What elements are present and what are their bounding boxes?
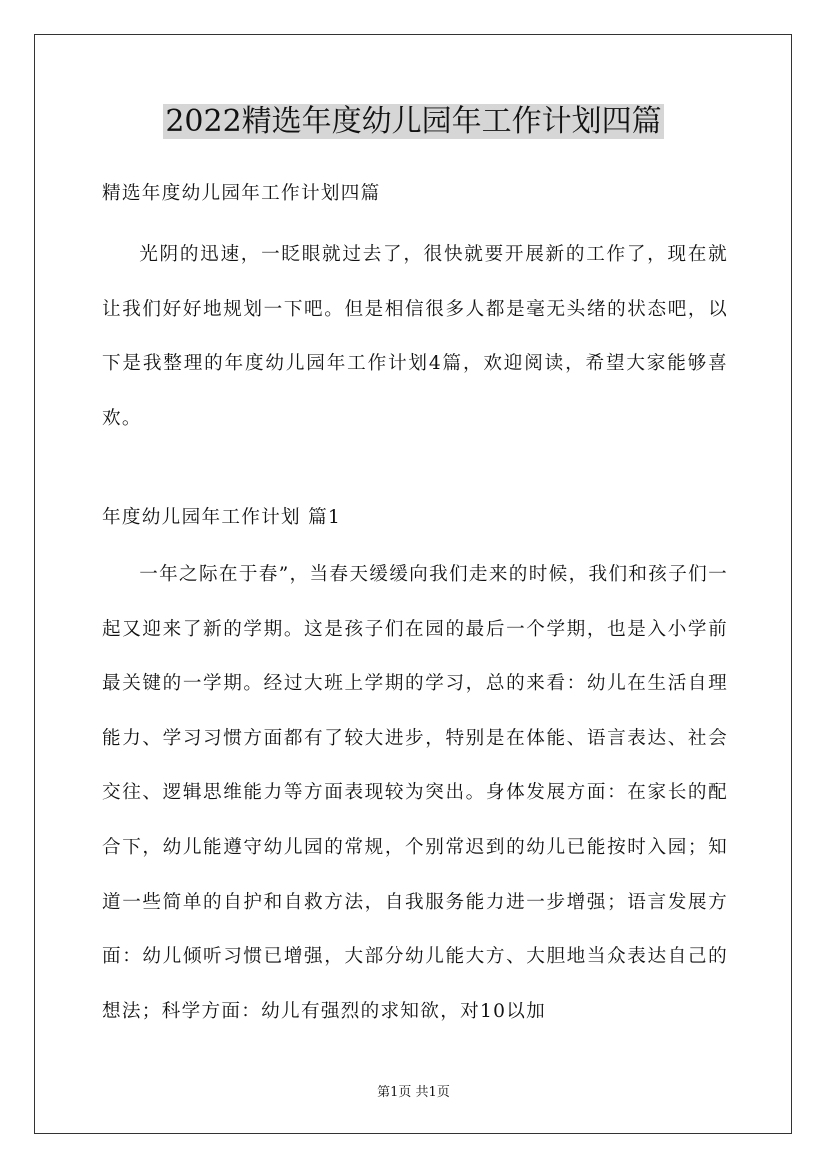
document-title-text: 2022精选年度幼儿园年工作计划四篇 (165, 104, 662, 139)
document-title (0, 100, 827, 144)
document-subtitle: 精选年度幼儿园年工作计划四篇 (102, 183, 381, 204)
section-body-paragraph: 一年之际在于春”，当春天缓缓向我们走来的时候，我们和孩子们一起又迎来了新的学期。这是孩子们在园的最后一个学期，也是入小学前最关键的一学期。经过大班上学期的学习，总的来看：幼儿在生活自理能力、学习习惯方面都有了较大进步，特别是在体能、语言表达、社会交往、逻辑思维能力等方面表现较为突出。身体发展方面：在家长的配合下，幼儿能遵守幼儿园的常规，个别常迟到的幼儿已能按时入园；知道一些简单的自护和自救方法，自我服务能力进一步增强；语言发展方面：幼儿倾听习惯已增强，大部分幼儿能大方、大胆地当众表达自己的想法；科学方面：幼儿有强烈的求知欲，对10以加 (102, 564, 728, 1022)
section-heading: 年度幼儿园年工作计划 篇1 (102, 507, 342, 528)
intro-paragraph: 光阴的迅速，一眨眼就过去了，很快就要开展新的工作了，现在就让我们好好地规划一下吧。但是相信很多人都是毫无头绪的状态吧，以下是我整理的年度幼儿园年工作计划4篇，欢迎阅读，希望大家能够喜欢。 (102, 244, 728, 429)
page-footer: 第1页 共1页 (377, 1085, 450, 1100)
